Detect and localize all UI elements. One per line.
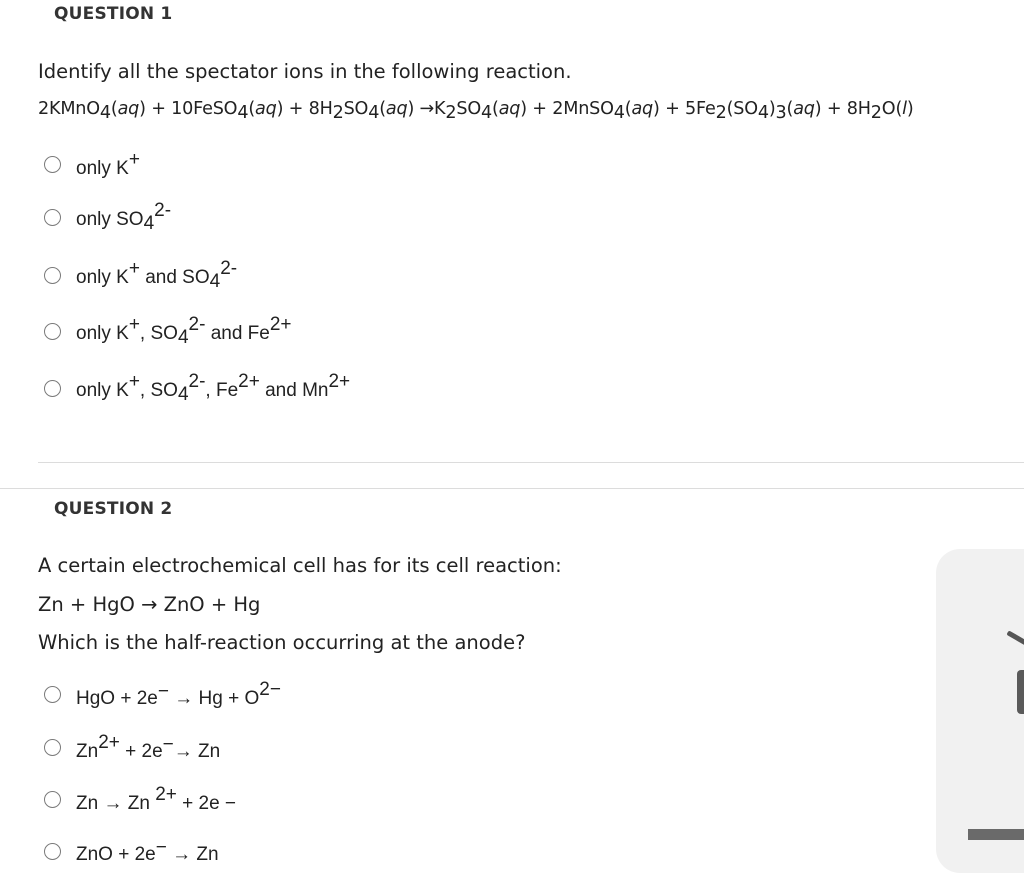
eq-text: (: [624, 99, 632, 119]
question-1-equation: [38, 99, 913, 123]
eq-sub: 2: [715, 103, 727, 123]
eq-sub: 4: [237, 103, 249, 123]
text: + 2e −: [176, 792, 237, 814]
text: Zn: [76, 740, 99, 762]
superscript: 2+: [328, 370, 351, 392]
eq-text: ): [768, 99, 776, 119]
eq-state: aq: [631, 99, 654, 119]
eq-state: aq: [498, 99, 521, 119]
text: , SO: [139, 379, 178, 401]
question-1-divider: [38, 462, 1024, 463]
option-label: [76, 837, 219, 866]
option-label: [76, 784, 236, 815]
superscript: 2+: [269, 313, 292, 335]
q1-option-2[interactable]: [44, 199, 172, 234]
eq-sub: 4: [99, 103, 111, 123]
eq-text: (: [786, 99, 794, 119]
text: only K: [76, 266, 129, 288]
option-label: [76, 314, 292, 349]
superscript: 2-: [188, 370, 206, 392]
text: only SO: [76, 208, 144, 230]
side-panel[interactable]: [936, 549, 1024, 873]
eq-text: ) + 8H: [276, 99, 333, 119]
q1-option-1[interactable]: [44, 150, 140, 178]
subscript: 4: [177, 326, 189, 348]
q1-option-5[interactable]: [44, 370, 351, 405]
text: → Zn: [173, 740, 221, 762]
superscript: 2-: [188, 313, 206, 335]
superscript: 2-: [154, 199, 172, 221]
text: + 2e: [119, 740, 163, 762]
eq-text: (: [379, 99, 386, 119]
question-1-prompt: Identify all the spectator ions in the following reaction.: [38, 60, 572, 83]
text: and Fe: [205, 322, 270, 344]
question-2-prompt: A certain electrochemical cell has for its cell reaction:: [38, 554, 562, 577]
eq-state: aq: [385, 99, 408, 119]
eq-text: (: [110, 99, 118, 119]
radio-button[interactable]: [44, 209, 61, 226]
text: only K: [76, 379, 129, 401]
question-2-heading: QUESTION 2: [54, 499, 173, 519]
radio-button[interactable]: [44, 739, 61, 756]
superscript: +: [128, 257, 140, 279]
eq-sub: 4: [613, 103, 625, 123]
text: → Hg + O: [168, 687, 260, 709]
eq-text: ) →K: [407, 99, 446, 119]
option-label: [76, 258, 237, 293]
eq-text: ) + 10FeSO: [139, 99, 238, 119]
superscript: +: [128, 313, 140, 335]
superscript: −: [162, 733, 174, 755]
radio-button[interactable]: [44, 843, 61, 860]
eq-text: 2KMnO: [38, 99, 100, 119]
question-2-reaction: Zn + HgO → ZnO + Hg: [38, 593, 261, 616]
q2-option-3[interactable]: [44, 785, 236, 813]
eq-sub: 4: [368, 103, 380, 123]
eq-sub: 3: [775, 103, 787, 123]
radio-button[interactable]: [44, 791, 61, 808]
superscript: 2+: [155, 783, 177, 805]
eq-text: SO: [343, 99, 369, 119]
option-label: [76, 200, 171, 235]
eq-state: aq: [793, 99, 815, 119]
text: ZnO + 2e: [76, 843, 156, 865]
superscript: −: [155, 836, 167, 858]
eq-text: ) + 5Fe: [653, 99, 716, 119]
text: and Mn: [259, 379, 329, 401]
q2-option-1[interactable]: [44, 680, 281, 708]
eq-sub: 4: [481, 103, 493, 123]
option-label: [76, 371, 350, 406]
eq-sub: 2: [870, 103, 882, 123]
text: HgO + 2e: [76, 687, 158, 709]
option-label: [76, 732, 220, 763]
subscript: 4: [143, 212, 155, 234]
eq-text: (: [248, 99, 256, 119]
q2-option-2[interactable]: [44, 733, 220, 761]
superscript: 2+: [238, 370, 260, 392]
panel-grip-icon: [1017, 670, 1024, 714]
question-2-question: Which is the half-reaction occurring at the anode?: [38, 631, 526, 654]
eq-text: ) + 8H: [814, 99, 871, 119]
radio-button[interactable]: [44, 267, 61, 284]
superscript: 2−: [259, 678, 281, 700]
eq-sub: 2: [332, 103, 344, 123]
eq-text: ) + 2MnSO: [520, 99, 614, 119]
eq-text: (: [492, 99, 499, 119]
superscript: +: [128, 370, 140, 392]
eq-text: SO: [456, 99, 482, 119]
eq-state: aq: [255, 99, 277, 119]
subscript: 4: [209, 270, 221, 292]
q1-option-3[interactable]: [44, 257, 238, 292]
text: Zn → Zn: [76, 792, 156, 814]
question-separator: [0, 488, 1024, 489]
option-label: [76, 149, 140, 180]
radio-button[interactable]: [44, 323, 61, 340]
radio-button[interactable]: [44, 156, 61, 173]
superscript: 2-: [220, 257, 238, 279]
eq-text: (SO: [726, 99, 758, 119]
radio-button[interactable]: [44, 686, 61, 703]
text: and SO: [139, 266, 210, 288]
text: only K: [76, 157, 129, 179]
q2-option-4[interactable]: [44, 837, 219, 865]
superscript: +: [128, 148, 140, 170]
eq-text: O(: [881, 99, 903, 119]
superscript: −: [157, 680, 169, 702]
text: → Zn: [166, 843, 219, 865]
q1-option-4[interactable]: [44, 313, 292, 348]
panel-bar: [968, 829, 1024, 840]
option-label: [76, 679, 281, 710]
text: , Fe: [205, 379, 239, 401]
eq-sub: 2: [445, 103, 457, 123]
radio-button[interactable]: [44, 380, 61, 397]
eq-state: l: [902, 99, 907, 119]
question-1-heading: QUESTION 1: [54, 4, 173, 24]
subscript: 4: [177, 383, 189, 405]
eq-text: ): [906, 99, 914, 119]
eq-state: aq: [117, 99, 140, 119]
text: , SO: [139, 322, 178, 344]
eq-sub: 4: [757, 103, 769, 123]
text: only K: [76, 322, 129, 344]
superscript: 2+: [98, 731, 120, 753]
